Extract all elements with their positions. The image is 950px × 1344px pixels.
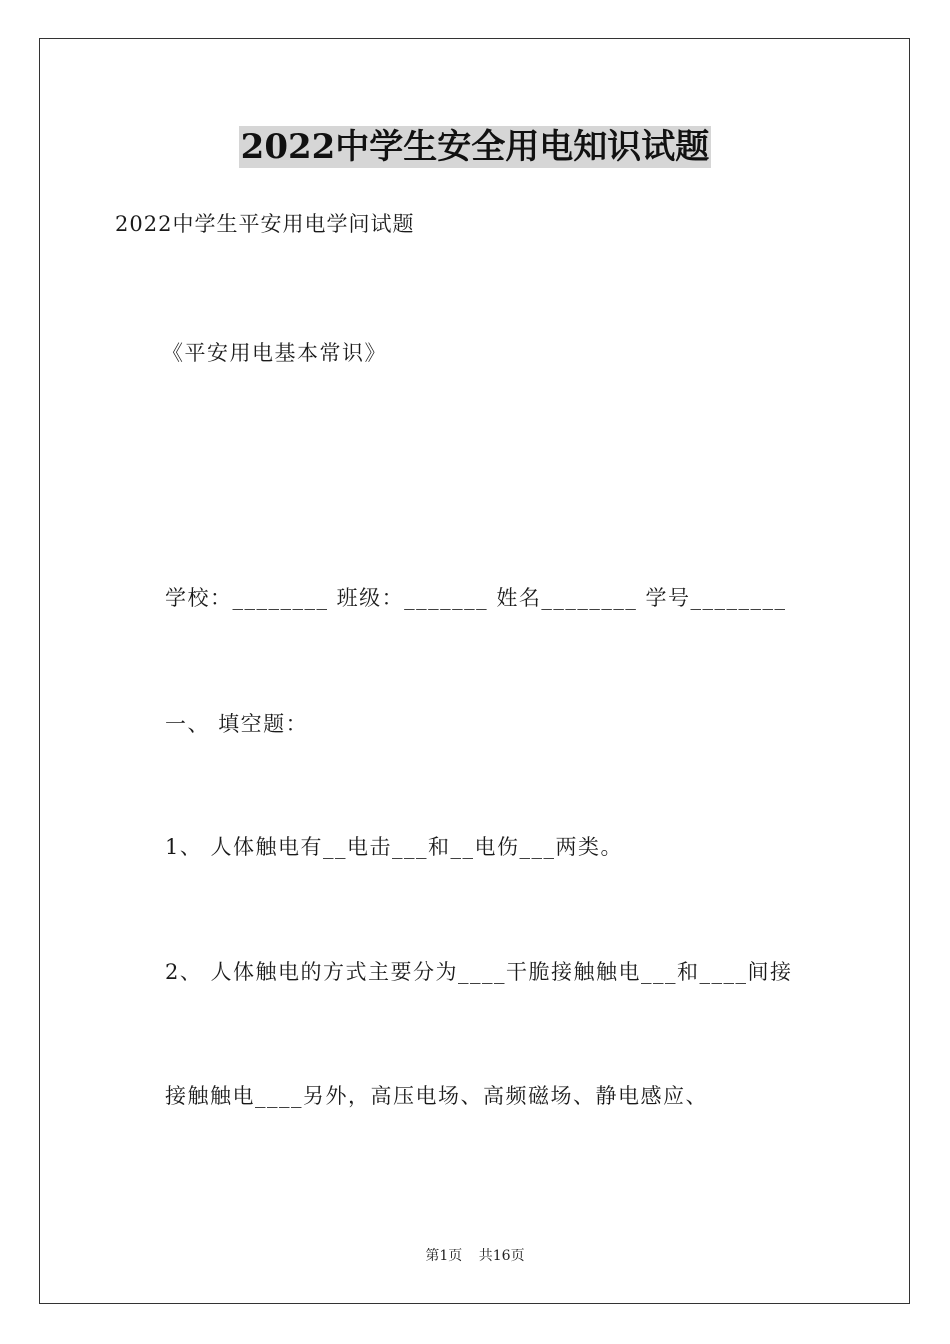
title-container <box>0 126 950 168</box>
total-pages: 共16页 <box>478 1248 525 1264</box>
page-number: 第1页 <box>425 1248 463 1264</box>
book-title: 《平安用电基本常识》 <box>162 341 387 365</box>
question-2-line-1: 2、 人体触电的方式主要分为____干脆接触触电___和____间接 <box>165 960 793 984</box>
question-2-line-2: 接触触电____另外，高压电场、高频磁场、静电感应、 <box>165 1084 708 1108</box>
document-title: 2022中学生安全用电知识试题 <box>240 127 710 167</box>
document-subtitle: 2022中学生平安用电学问试题 <box>115 212 415 236</box>
section-heading-fill-in: 一、 填空题： <box>165 712 309 736</box>
question-1: 1、 人体触电有__电击___和__电伤___两类。 <box>165 835 624 859</box>
page-footer <box>0 1247 950 1265</box>
student-info-line: 学校：________ 班级：_______ 姓名________ 学号________ <box>165 586 787 610</box>
